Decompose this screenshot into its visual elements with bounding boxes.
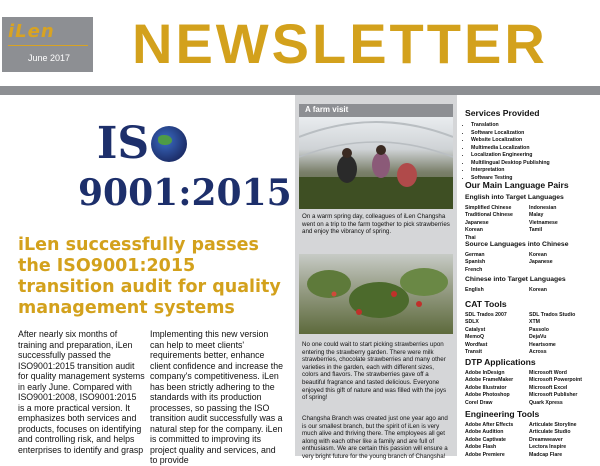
tool-item: Adobe InDesign bbox=[465, 370, 505, 376]
farm-caption-3: Changsha Branch was created just one year ago and is our smallest branch, but the spirit of iLen is very much alive and thriving there. The employees all get along with each other like a family and are full of enthusiasm. We are certain this passion will ensure a very bright future for the young branch of Changsha! bbox=[302, 415, 448, 460]
tool-item: Wordfast bbox=[465, 341, 488, 348]
tool-item: SDLX bbox=[465, 319, 479, 326]
language-item: Tamil bbox=[529, 227, 543, 234]
tool-item: Adobe Audition bbox=[465, 429, 504, 436]
language-item: Vietnamese bbox=[529, 219, 558, 226]
farm-caption-2: No one could wait to start picking strawberries upon entering the strawberry garden. There were milk strawberries, chocolate strawberries and many other varieties in the garden, each with different sizes, colors and flavors. The strawberries gave off a beautiful fragrance and tasted delicious. Everyone enjoyed this gift of nature and was filled with the joys of spring! bbox=[302, 341, 447, 402]
farm-photo-greenhouse bbox=[299, 117, 453, 209]
language-item: Indonesian bbox=[529, 205, 557, 211]
tool-item: Articulate Storyline bbox=[529, 422, 577, 428]
iso-wordmark bbox=[78, 118, 208, 169]
dtp-heading: DTP Applications bbox=[465, 357, 536, 367]
tool-item: Heartsome bbox=[529, 341, 556, 348]
greenhouse-illustration bbox=[299, 117, 453, 209]
language-item: Korean bbox=[529, 252, 547, 258]
tool-item: Microsoft Word bbox=[529, 370, 567, 376]
tool-item: Articulate Studio bbox=[529, 429, 571, 436]
tool-item: Passolo bbox=[529, 326, 549, 333]
strawberry-plants-illustration bbox=[299, 254, 453, 334]
service-item: • Software Testing bbox=[471, 175, 550, 183]
tool-item: Quark Xpress bbox=[529, 399, 563, 406]
cat-tools-heading: CAT Tools bbox=[465, 299, 507, 309]
dtp-grid bbox=[465, 370, 600, 407]
tool-item: Microsoft Powerpoint bbox=[529, 377, 583, 384]
article-body-col-2: Implementing this new version can help to meet clients' requirements better, enhance client confidence and increase the company's competitiveness. iLen has been strictly adhering to the standards with its production processes, so passing the ISO transition audit successfully was a natural step for the company. iLen is committed to improving its project quality and services, and to provide bbox=[150, 329, 284, 465]
tool-item: Adobe FrameMaker bbox=[465, 377, 514, 384]
service-item: • Localization Engineering bbox=[471, 152, 550, 160]
globe-icon bbox=[151, 126, 187, 162]
language-item bbox=[529, 267, 593, 274]
language-item: Spanish bbox=[465, 259, 486, 266]
source-to-chinese-grid bbox=[465, 252, 600, 274]
farm-caption-1: On a warm spring day, colleagues of iLen Changsha went on a trip to the farm together to pick strawberries and enjoy the vibrancy of spring. bbox=[302, 213, 450, 236]
tool-item: Adobe Illustrator bbox=[465, 384, 507, 391]
language-item: Japanese bbox=[465, 219, 489, 226]
language-item: Japanese bbox=[529, 259, 553, 266]
language-item: German bbox=[465, 252, 485, 258]
issue-date: June 2017 bbox=[28, 53, 71, 63]
service-item: • Multimedia Localization bbox=[471, 145, 550, 153]
language-item: French bbox=[465, 266, 483, 273]
language-item: Thai bbox=[465, 234, 476, 241]
chinese-to-target-grid bbox=[465, 287, 600, 294]
farm-visit-title: A farm visit bbox=[305, 105, 349, 114]
tool-item: Dreamweaver bbox=[529, 436, 563, 443]
tool-item: XTM bbox=[529, 319, 540, 326]
tool-item: Adobe Captivate bbox=[465, 436, 506, 443]
header-divider bbox=[0, 86, 600, 95]
iso-letters: IS bbox=[96, 118, 150, 169]
tool-item: Transit bbox=[465, 349, 483, 356]
tool-item: Adobe Premiere bbox=[465, 451, 505, 458]
tool-item: SDL Trados 2007 bbox=[465, 312, 507, 318]
language-item: Malay bbox=[529, 212, 544, 219]
iso-standard-number: 9001:2015 bbox=[78, 172, 292, 214]
tool-item: MemoQ bbox=[465, 334, 485, 341]
service-item: • Website Localization bbox=[471, 137, 550, 145]
tool-item: Adobe After Effects bbox=[465, 422, 514, 428]
language-item: Traditional Chinese bbox=[465, 212, 513, 219]
services-sidebar bbox=[457, 95, 600, 456]
source-to-chinese-subheading: Source Languages into Chinese bbox=[465, 241, 569, 248]
english-to-target-grid bbox=[465, 205, 600, 242]
engineering-tools-grid bbox=[465, 422, 600, 459]
iso-logo bbox=[78, 118, 292, 215]
service-item: • Software Localization bbox=[471, 130, 550, 138]
tool-item: Adobe Flash bbox=[465, 444, 497, 451]
article-headline: iLen successfully passes the ISO9001:2015 transition audit for quality management systems bbox=[18, 235, 281, 318]
newsletter-title: NEWSLETTER bbox=[132, 12, 548, 75]
farm-photo-strawberries bbox=[299, 254, 453, 334]
services-list bbox=[465, 122, 550, 182]
language-pairs-heading: Our Main Language Pairs bbox=[465, 180, 569, 190]
language-item: Korean bbox=[465, 227, 483, 234]
english-to-target-subheading: English into Target Languages bbox=[465, 194, 564, 201]
tool-item: DejaVu bbox=[529, 334, 547, 341]
tool-item: Microsoft Publisher bbox=[529, 392, 578, 399]
logo-underline bbox=[8, 45, 88, 46]
tool-item: SDL Trados Studio bbox=[529, 312, 576, 318]
services-heading: Services Provided bbox=[465, 108, 540, 118]
service-item: • Translation bbox=[471, 122, 550, 130]
service-item: • Interpretation bbox=[471, 167, 550, 175]
language-item: Simplified Chinese bbox=[465, 205, 512, 211]
tool-item: Adobe Photoshop bbox=[465, 392, 510, 399]
main-article bbox=[0, 95, 295, 465]
tool-item: Madcap Flare bbox=[529, 451, 563, 458]
language-item: English bbox=[465, 287, 484, 293]
tool-item: Corel Draw bbox=[465, 399, 493, 406]
company-logo bbox=[2, 17, 93, 72]
logo-wordmark: iLen bbox=[8, 21, 55, 42]
cat-tools-grid bbox=[465, 312, 600, 356]
tool-item: Microsoft Excel bbox=[529, 384, 568, 391]
farm-visit-banner bbox=[299, 104, 453, 117]
tool-item: Catalyst bbox=[465, 326, 486, 333]
farm-visit-column bbox=[295, 95, 457, 460]
chinese-to-target-subheading: Chinese into Target Languages bbox=[465, 276, 566, 283]
tool-item: Across bbox=[529, 349, 547, 356]
language-item: Korean bbox=[529, 287, 547, 293]
tool-item: Lectora Inspire bbox=[529, 444, 567, 451]
engineering-tools-heading: Engineering Tools bbox=[465, 409, 540, 419]
article-body-col-1: After nearly six months of training and preparation, iLen successfully passed the ISO9001:2015 transition audit for quality management systems in early June. Compared with ISO9001:2008, ISO9001:2015 is a more practical version. It emphasizes both services and products, focuses on identifying and controlling risk, and helps enterprises to identify and grasp bbox=[18, 329, 145, 455]
service-item: • Multilingual Desktop Publishing bbox=[471, 160, 550, 168]
